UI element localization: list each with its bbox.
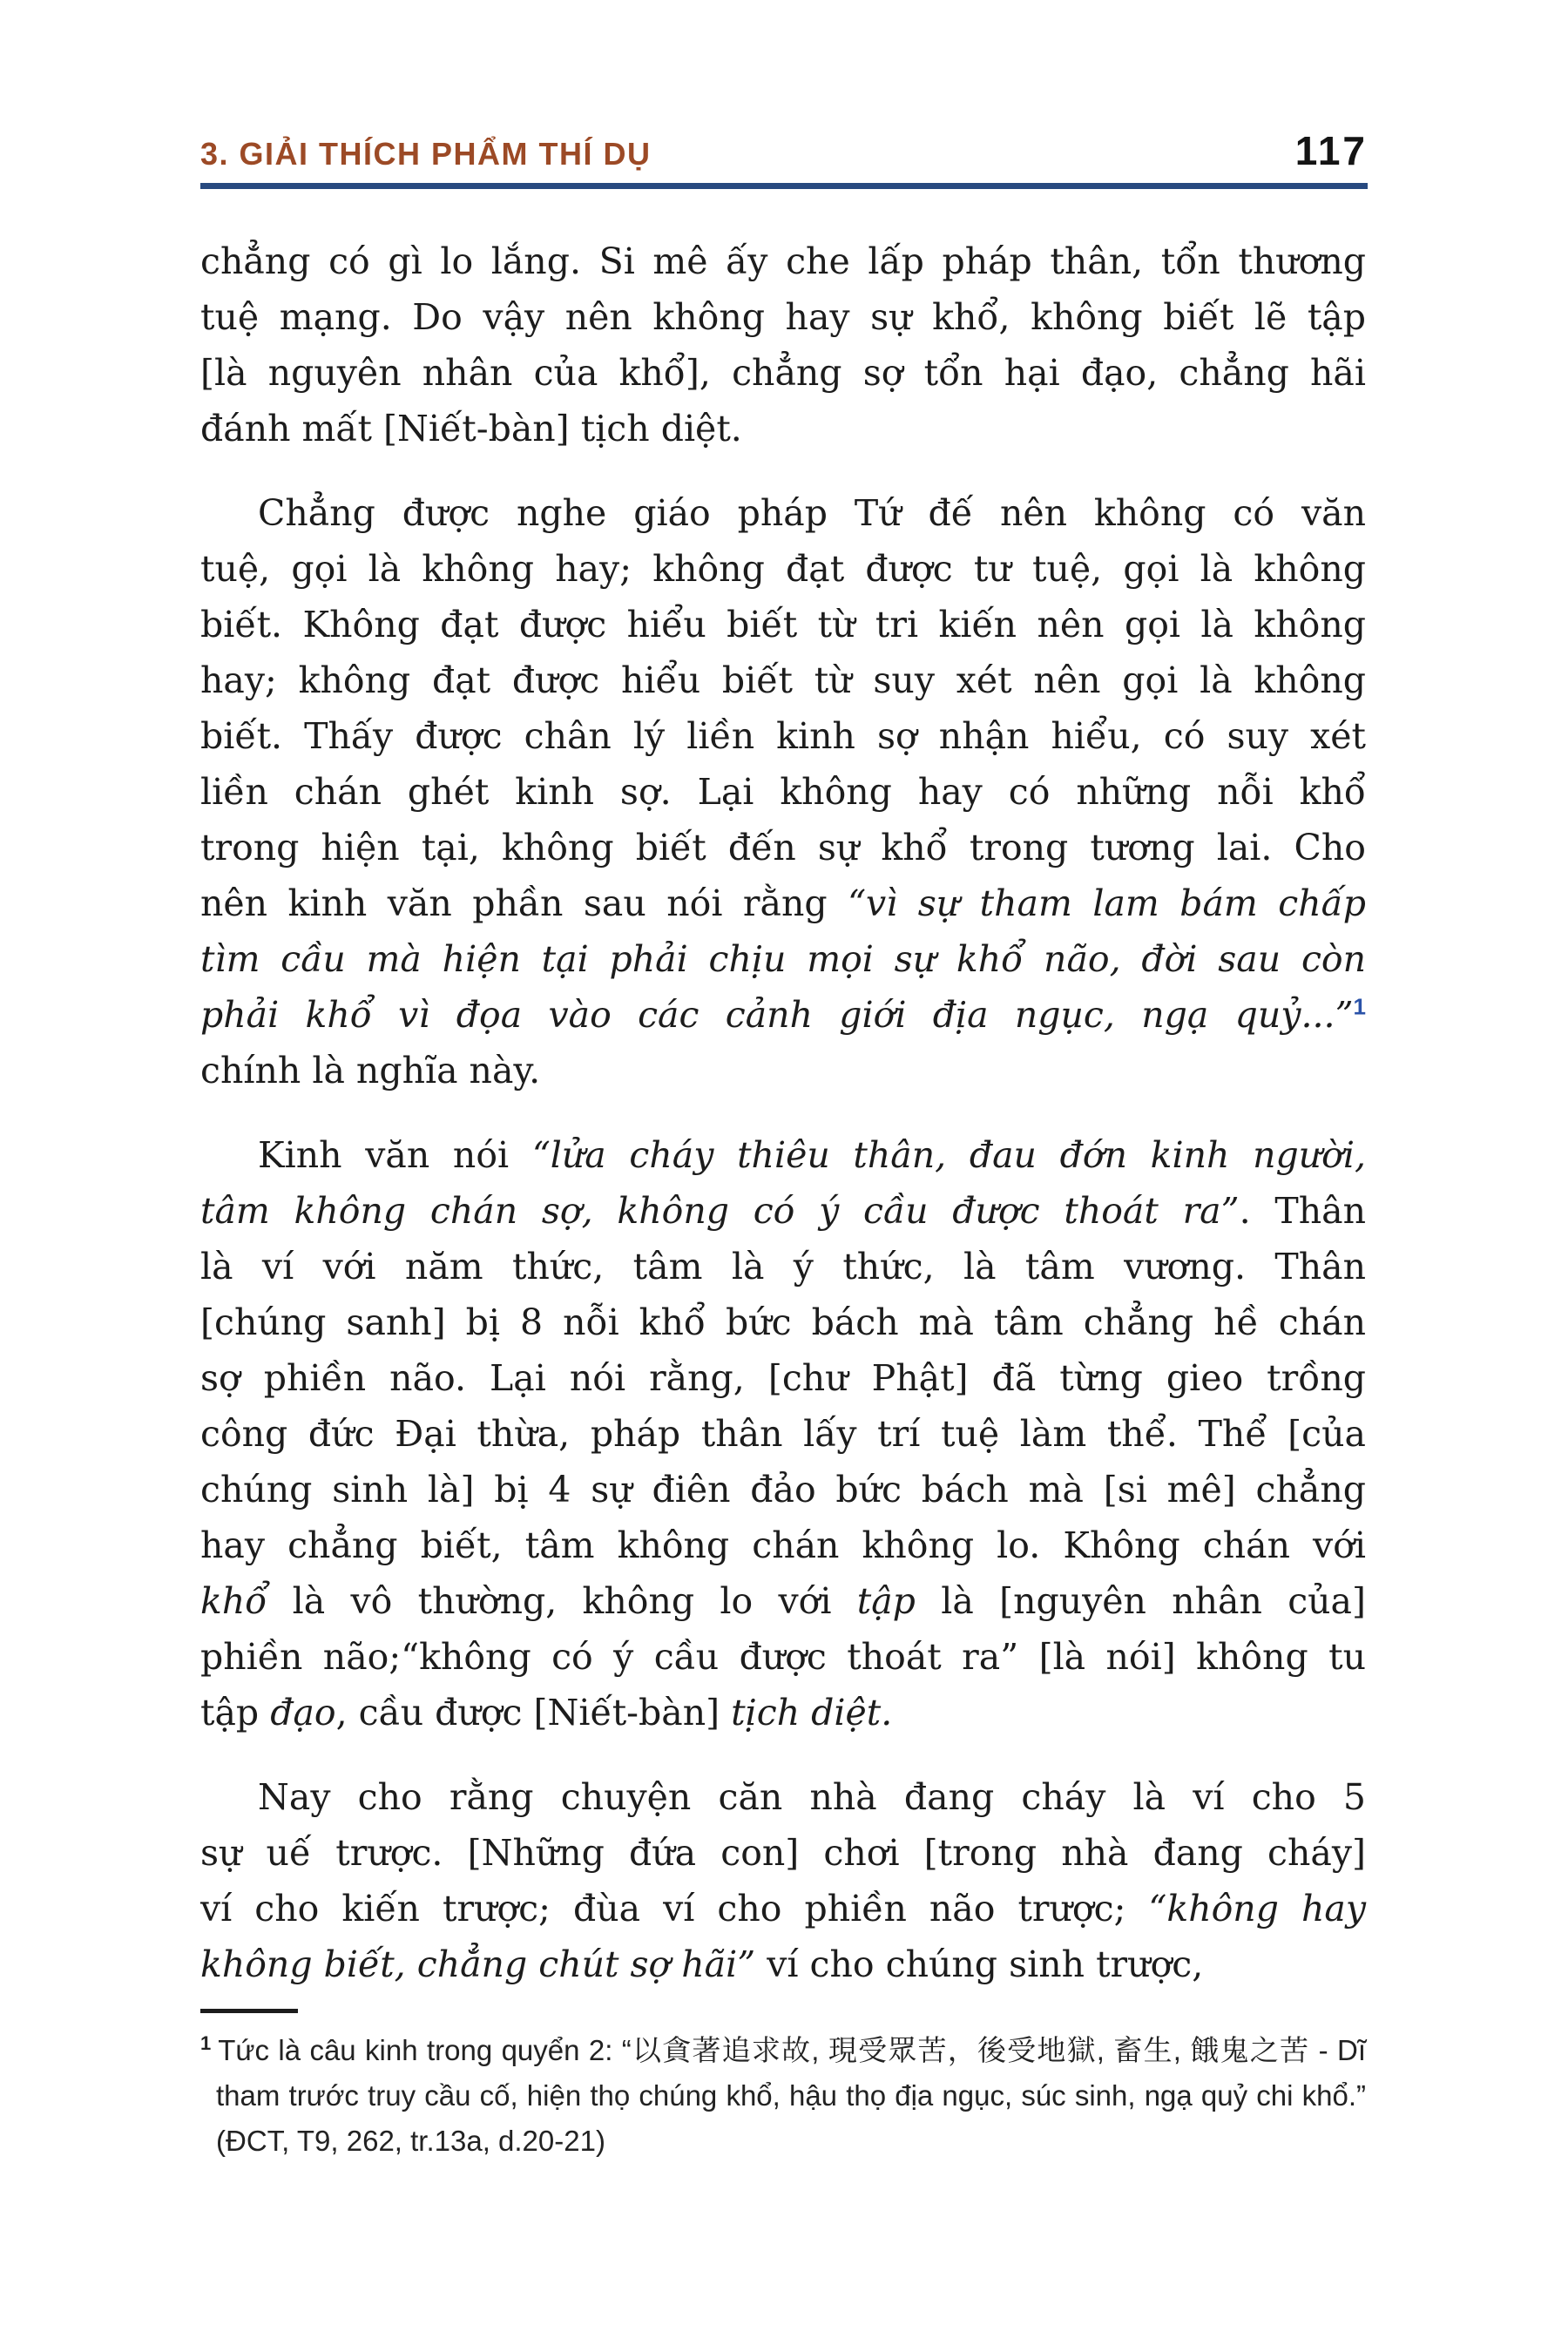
text-line: Chẳng được nghe giáo pháp Tứ đế nên không có văn — [258, 492, 1366, 534]
page-number: 117 — [1294, 128, 1368, 173]
text-line: phải khổ vì đọa vào các cảnh giới địa ngục, ngạ quỷ...”$^1$ — [200, 993, 1366, 1036]
text-line: khổ là vô thường, không lo với tập là [nguyên nhân của] — [200, 1580, 1366, 1622]
text-line: sự uế trược. [Những đứa con] chơi [trong nhà đang cháy] — [200, 1832, 1366, 1874]
text-line: sợ phiền não. Lại nói rằng, [chư Phật] đã từng gieo trồng — [200, 1357, 1366, 1399]
text-line: trong hiện tại, không biết đến sự khổ trong tương lai. Cho — [200, 827, 1366, 868]
text-line: biết. Không đạt được hiểu biết từ tri kiến nên gọi là không — [200, 604, 1366, 645]
text-line: là ví với năm thức, tâm là ý thức, là tâm vương. Thân — [200, 1246, 1366, 1288]
text-line: đánh mất [Niết-bàn] tịch diệt. — [200, 408, 742, 449]
text-line: tìm cầu mà hiện tại phải chịu mọi sự khổ não, đời sau còn — [200, 938, 1366, 980]
text-line: chính là nghĩa này. — [200, 1050, 541, 1092]
text-line: tâm không chán sợ, không có ý cầu được thoát ra”. Thân — [200, 1190, 1366, 1232]
text-line: công đức Đại thừa, pháp thân lấy trí tuệ làm thể. Thể [của — [200, 1413, 1366, 1455]
text-line: [chúng sanh] bị 8 nỗi khổ bức bách mà tâm chẳng hề chán — [200, 1301, 1366, 1343]
header-rule — [200, 183, 1368, 189]
body-text — [200, 233, 1366, 1992]
page-header — [200, 127, 1368, 189]
text-line: hay; không đạt được hiểu biết từ suy xét nên gọi là không — [200, 659, 1366, 701]
text-line: [là nguyên nhân của khổ], chẳng sợ tổn hại đạo, chẳng hãi — [200, 352, 1366, 394]
footnote-separator — [200, 2009, 298, 2013]
text-line: Kinh văn nói “lửa cháy thiêu thân, đau đớn kinh người, — [258, 1134, 1366, 1176]
text-line: biết. Thấy được chân lý liền kinh sợ nhận hiểu, có suy xét — [200, 715, 1366, 757]
text-line: nên kinh văn phần sau nói rằng “vì sự tham lam bám chấp — [200, 882, 1366, 924]
footnote-ref: 1 — [1353, 993, 1366, 1020]
text-line: chẳng có gì lo lắng. Si mê ấy che lấp pháp thân, tổn thương — [200, 240, 1366, 282]
text-line: liền chán ghét kinh sợ. Lại không hay có những nỗi khổ — [200, 771, 1366, 813]
paragraph — [200, 1769, 1366, 1992]
text-line: tập đạo, cầu được [Niết-bàn] tịch diệt. — [200, 1692, 893, 1734]
section-title: 3. GIẢI THÍCH PHẨM THÍ DỤ — [200, 136, 652, 172]
running-head — [200, 127, 1368, 174]
text-line: tuệ, gọi là không hay; không đạt được tư tuệ, gọi là không — [200, 548, 1366, 590]
footnote-marker: 1 — [200, 2032, 212, 2054]
text-line: tuệ mạng. Do vậy nên không hay sự khổ, không biết lẽ tập — [200, 296, 1366, 338]
text-line: chúng sinh là] bị 4 sự điên đảo bức bách mà [si mê] chẳng — [200, 1469, 1366, 1511]
paragraph — [200, 1127, 1366, 1740]
text-line: hay chẳng biết, tâm không chán không lo. Không chán với — [200, 1524, 1366, 1566]
footnote-text: Tức là câu kinh trong quyển 2: “以貪著追求故, 現受眾苦，後受地獄, 畜生, 餓鬼之苦 - Dĩ tham trước truy cầu cố, hiện thọ chúng khổ, hậu thọ địa ngục, súc sinh, ngạ quỷ chi khổ.” (ĐCT, T9, 262, tr.13a, d.20-21) — [216, 2034, 1366, 2157]
paragraph — [200, 233, 1366, 456]
footnote-area — [200, 2009, 1366, 2164]
paragraph — [200, 485, 1366, 1098]
text-line: Nay cho rằng chuyện căn nhà đang cháy là ví cho 5 — [258, 1776, 1366, 1818]
text-line: ví cho kiến trược; đùa ví cho phiền não trược; “không hay — [200, 1888, 1366, 1930]
footnote — [200, 2028, 1366, 2164]
text-line: phiền não;“không có ý cầu được thoát ra” [là nói] không tu — [200, 1636, 1366, 1678]
text-line: không biết, chẳng chút sợ hãi” ví cho chúng sinh trược, — [200, 1943, 1204, 1985]
